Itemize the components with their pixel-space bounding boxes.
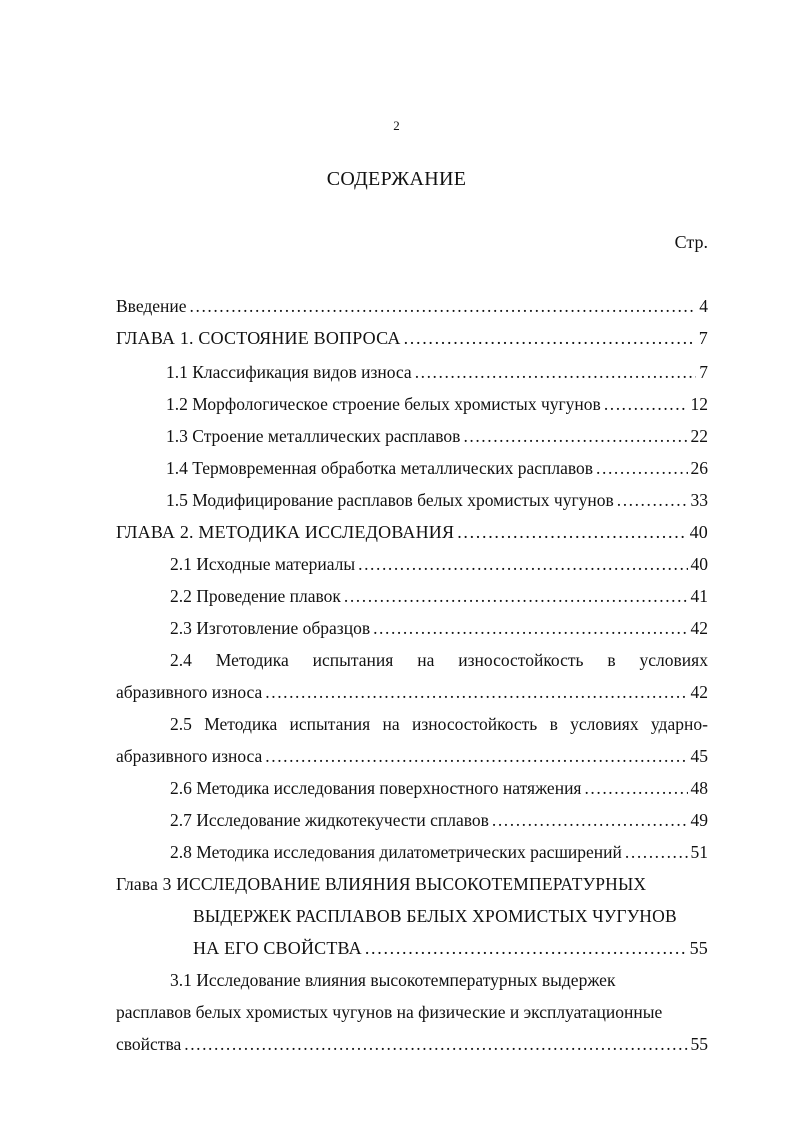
leader-dots (184, 1034, 687, 1055)
toc-entry-text: ГЛАВА 2. МЕТОДИКА ИССЛЕДОВАНИЯ (116, 522, 455, 542)
toc-chapter-1 (116, 328, 708, 349)
toc-entry-text: 1.4 Термовременная обработка металлических расплавов (166, 458, 594, 478)
leader-dots (457, 522, 686, 543)
toc-entry-text: 1.5 Модифицирование расплавов белых хромистых чугунов (166, 490, 614, 510)
toc-entry-text: свойства (116, 1034, 182, 1054)
toc-entry-text: НА ЕГО СВОЙСТВА (193, 938, 362, 958)
toc-entry-text: Введение (116, 296, 187, 316)
leader-dots (625, 842, 688, 863)
toc-word: ударно- (650, 714, 708, 734)
toc-entry-3-1-line3 (116, 1034, 708, 1055)
toc-entry-page: 41 (690, 586, 708, 606)
toc-entry-page: 51 (690, 842, 708, 862)
page-number: 2 (393, 118, 400, 133)
toc-word: износостойкость (458, 650, 584, 670)
toc-word: условиях (570, 714, 639, 734)
toc-entry-text: 2.1 Исходные материалы (170, 554, 356, 574)
toc-entry-page: 4 (699, 296, 708, 316)
leader-dots (404, 328, 696, 349)
toc-entry-text: 2.8 Методика исследования дилатометрических расширений (170, 842, 622, 862)
leader-dots (265, 746, 687, 767)
toc-entry-text: 1.1 Классификация видов износа (166, 362, 412, 382)
toc-word: 2.4 (170, 650, 192, 670)
toc-entry-1-1 (166, 362, 708, 383)
toc-word: на (382, 714, 400, 734)
toc-entry-3-1-line1: 3.1 Исследование влияния высокотемпературных выдержек (170, 970, 616, 990)
toc-word: 2.5 (170, 714, 192, 734)
toc-entry-page: 7 (698, 328, 708, 348)
toc-entry-3-1-line2: расплавов белых хромистых чугунов на физические и эксплуатационные (116, 1002, 663, 1022)
toc-word: испытания (289, 714, 371, 734)
leader-dots (358, 554, 687, 575)
toc-entry-page: 45 (690, 746, 708, 766)
toc-word: в (549, 714, 558, 734)
toc-word: испытания (312, 650, 394, 670)
toc-word: на (417, 650, 435, 670)
toc-entry-2-5-line2 (116, 746, 708, 767)
toc-entry-intro (116, 296, 708, 317)
toc-entry-page: 33 (690, 490, 708, 510)
toc-chapter-3-line3 (193, 938, 708, 959)
toc-entry-text: ГЛАВА 1. СОСТОЯНИЕ ВОПРОСА (116, 328, 401, 348)
toc-word: Методика (215, 650, 289, 670)
toc-word: в (607, 650, 616, 670)
toc-entry-text: 2.6 Методика исследования поверхностного натяжения (170, 778, 582, 798)
toc-entry-1-2 (166, 394, 708, 415)
toc-entry-page: 42 (690, 618, 708, 638)
leader-dots (265, 682, 687, 703)
leader-dots (492, 810, 688, 831)
toc-entry-page: 40 (689, 522, 708, 542)
toc-word: износостойкость (411, 714, 538, 734)
leader-dots (415, 362, 697, 383)
toc-entry-2-2 (170, 586, 708, 607)
leader-dots (463, 426, 687, 447)
leader-dots (344, 586, 688, 607)
toc-entry-page: 48 (690, 778, 708, 798)
toc-entry-1-3 (166, 426, 708, 447)
toc-entry-text: абразивного износа (116, 746, 263, 766)
toc-entry-2-3 (170, 618, 708, 639)
toc-entry-page: 55 (689, 938, 708, 958)
toc-chapter-3-line2: ВЫДЕРЖЕК РАСПЛАВОВ БЕЛЫХ ХРОМИСТЫХ ЧУГУНОВ (193, 906, 677, 926)
leader-dots (365, 938, 687, 959)
toc-entry-page: 7 (699, 362, 708, 382)
toc-entry-page: 26 (690, 458, 708, 478)
toc-entry-text: 1.2 Морфологическое строение белых хромистых чугунов (166, 394, 601, 414)
toc-entry-text: 2.3 Изготовление образцов (170, 618, 371, 638)
toc-entry-2-5-line1 (170, 714, 708, 735)
leader-dots (373, 618, 687, 639)
leader-dots (584, 778, 687, 799)
toc-entry-2-4-line1 (170, 650, 708, 671)
toc-entry-page: 49 (690, 810, 708, 830)
toc-entry-1-5 (166, 490, 708, 511)
toc-entry-2-1 (170, 554, 708, 575)
toc-entry-2-7 (170, 810, 708, 831)
toc-word: условиях (639, 650, 708, 670)
page-title: СОДЕРЖАНИЕ (326, 168, 467, 190)
toc-entry-text: 2.2 Проведение плавок (170, 586, 341, 606)
toc-entry-2-4-line2 (116, 682, 708, 703)
toc-entry-page: 40 (690, 554, 708, 574)
leader-dots (604, 394, 688, 415)
leader-dots (617, 490, 688, 511)
toc-entry-page: 55 (690, 1034, 708, 1054)
toc-entry-text: 1.3 Строение металлических расплавов (166, 426, 461, 446)
leader-dots (190, 296, 697, 317)
toc-entry-page: 22 (690, 426, 708, 446)
toc-entry-text: 2.7 Исследование жидкотекучести сплавов (170, 810, 489, 830)
toc-entry-2-8 (170, 842, 708, 863)
leader-dots (596, 458, 687, 479)
toc-entry-page: 12 (690, 394, 708, 414)
toc-chapter-2 (116, 522, 708, 543)
toc-entry-1-4 (166, 458, 708, 479)
toc-entry-text: абразивного износа (116, 682, 263, 702)
toc-word: Методика (204, 714, 278, 734)
toc-entry-2-6 (170, 778, 708, 799)
page-column-label: Стр. (674, 232, 708, 252)
toc-chapter-3-line1: Глава 3 ИССЛЕДОВАНИЕ ВЛИЯНИЯ ВЫСОКОТЕМПЕРАТУРНЫХ (116, 874, 647, 894)
toc-entry-page: 42 (690, 682, 708, 702)
